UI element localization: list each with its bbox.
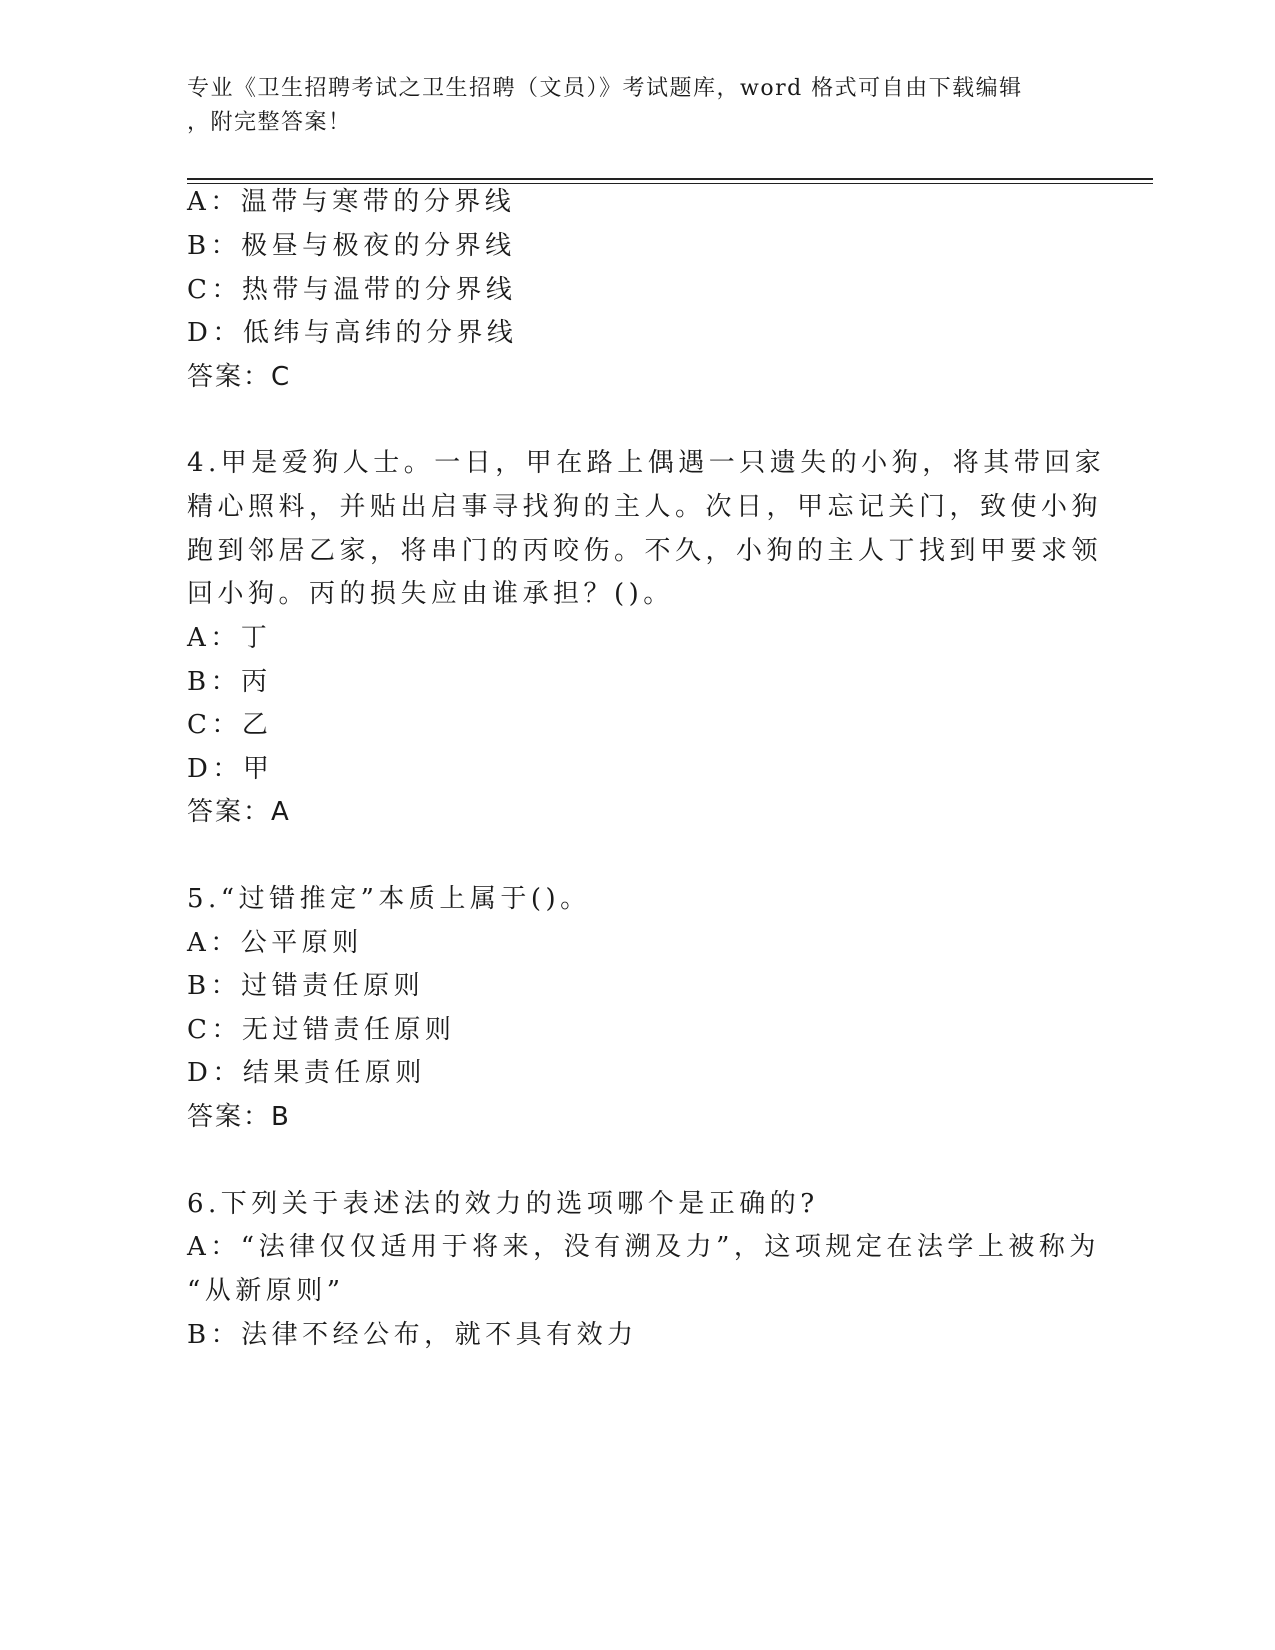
q4-option-b: B：丙: [187, 667, 272, 697]
header-line-1: 专业《卫生招聘考试之卫生招聘（文员）》考试题库，word 格式可自由下载编辑: [187, 76, 1023, 101]
q4-option-d: D：甲: [187, 754, 274, 784]
q4-stem-line-4: 回小狗。丙的损失应由谁承担？()。: [187, 579, 674, 609]
q3-option-b: B：极昼与极夜的分界线: [187, 231, 516, 261]
document-header: [187, 72, 1067, 140]
q4-stem-line-2: 精心照料，并贴出启事寻找狗的主人。次日，甲忘记关门，致使小狗: [187, 492, 1103, 522]
q4-stem-line-3: 跑到邻居乙家，将串门的丙咬伤。不久，小狗的主人丁找到甲要求领: [187, 536, 1103, 566]
q5-option-b: B：过错责任原则: [187, 971, 425, 1001]
q4-option-a: A：丁: [187, 623, 272, 653]
q3-option-d: D：低纬与高纬的分界线: [187, 318, 518, 348]
q3-answer: 答案：C: [187, 362, 292, 392]
header-divider-thin: [187, 183, 1153, 184]
q5-option-c: C：无过错责任原则: [187, 1015, 456, 1045]
q6-option-b: B：法律不经公布，就不具有效力: [187, 1320, 638, 1350]
q6-option-a: A：“法律仅仅适用于将来，没有溯及力”，这项规定在法学上被称为: [187, 1232, 1100, 1262]
header-divider-thick: [187, 178, 1153, 180]
header-line-2: ，附完整答案！: [187, 110, 352, 135]
q6-stem: 6.下列关于表述法的效力的选项哪个是正确的?: [187, 1189, 819, 1219]
q5-answer: 答案：B: [187, 1102, 291, 1132]
q3-option-a: A：温带与寒带的分界线: [187, 187, 516, 217]
q5-option-a: A：公平原则: [187, 928, 363, 958]
q4-stem-line-1: 4.甲是爱狗人士。一日，甲在路上偶遇一只遗失的小狗，将其带回家: [187, 448, 1106, 478]
q5-stem: 5.“过错推定”本质上属于()。: [187, 884, 591, 914]
q3-option-c: C：热带与温带的分界线: [187, 275, 517, 305]
q4-option-c: C：乙: [187, 710, 273, 740]
q5-option-d: D：结果责任原则: [187, 1058, 426, 1088]
q4-answer: 答案：A: [187, 797, 291, 827]
q6-option-a-continued: “从新原则”: [187, 1276, 345, 1306]
